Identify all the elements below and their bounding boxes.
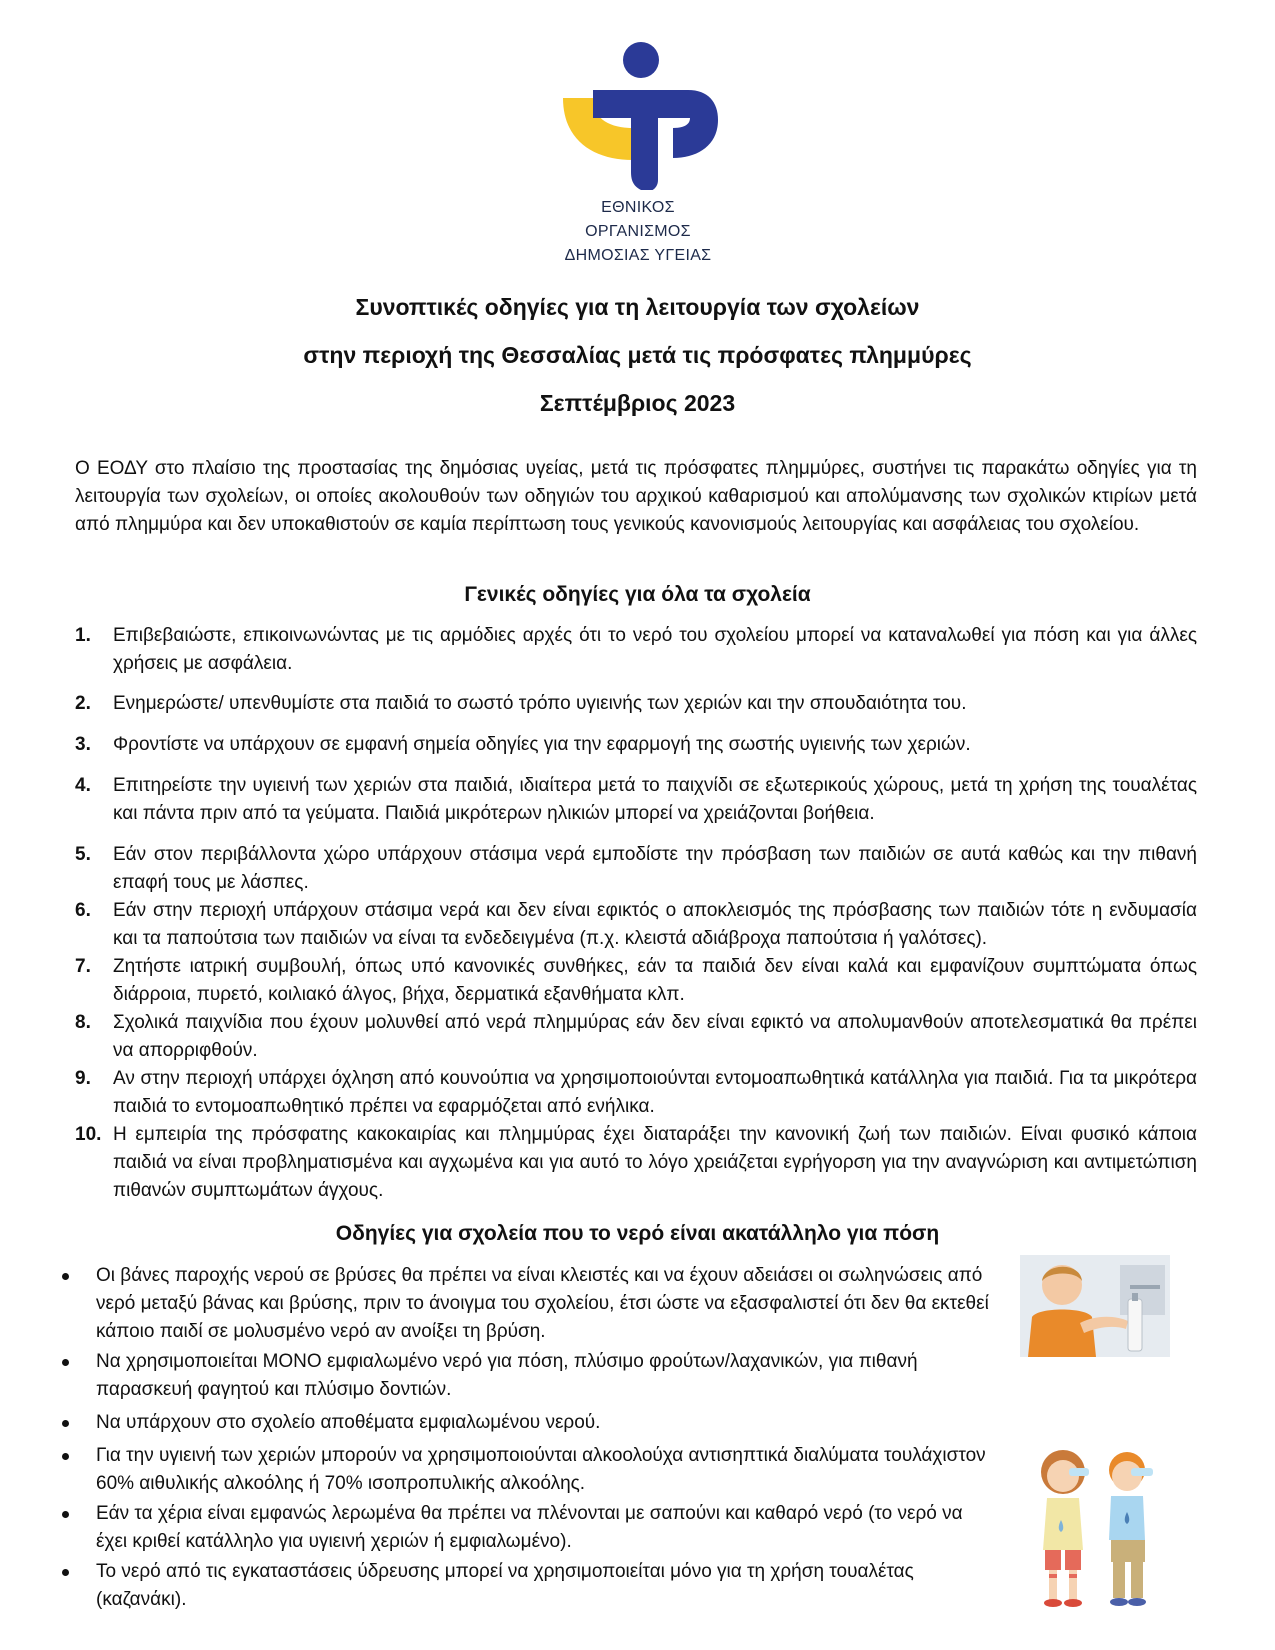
child-handwashing-image xyxy=(1020,1255,1170,1357)
document-title xyxy=(0,283,1275,427)
item-number: 10. xyxy=(75,1124,102,1145)
item-number: 9. xyxy=(75,1068,91,1089)
list-item xyxy=(75,1065,1197,1121)
bullet-icon xyxy=(62,1273,69,1280)
item-number: 1. xyxy=(75,625,91,646)
list-item xyxy=(75,731,1197,759)
unsafe-water-guidelines-list xyxy=(60,1262,990,1614)
list-item xyxy=(75,1121,1197,1205)
item-number: 6. xyxy=(75,900,91,921)
bullet-icon xyxy=(62,1359,69,1366)
item-text: Σχολικά παιχνίδια που έχουν μολυνθεί από νερά πλημμύρας εάν δεν είναι εφικτό να απολυμανθούν αποτελεσματικά θα πρέπει να απορριφθούν. xyxy=(113,1012,1197,1061)
eody-logo-mark-icon xyxy=(553,40,723,190)
title-line1: Συνοπτικές οδηγίες για τη λειτουργία των σχολείων xyxy=(355,294,920,320)
item-text: Να χρησιμοποιείται ΜΟΝΟ εμφιαλωμένο νερό για πόση, πλύσιμο φρούτων/λαχανικών, για πιθανή παρασκευή φαγητού και πλύσιμο δοντιών. xyxy=(96,1351,918,1400)
list-item xyxy=(60,1442,990,1498)
item-text: Φροντίστε να υπάρχουν σε εμφανή σημεία οδηγίες για την εφαρμογή της σωστής υγιεινής των χεριών. xyxy=(113,734,971,755)
list-item xyxy=(75,953,1197,1009)
item-number: 5. xyxy=(75,844,91,865)
item-number: 3. xyxy=(75,734,91,755)
item-text: Ζητήστε ιατρική συμβουλή, όπως υπό κανονικές συνθήκες, εάν τα παιδιά δεν είναι καλά και εμφανίζουν συμπτώματα όπως διάρροια, πυρετό, κοιλιακό άλγος, βήχα, δερματικά εξανθήματα κλπ. xyxy=(113,956,1197,1005)
general-guidelines-list xyxy=(75,622,1197,1205)
item-text: Η εμπειρία της πρόσφατης κακοκαιρίας και πλημμύρας έχει διαταράξει την κανονική ζωή των παιδιών. Είναι φυσικό κάποια παιδιά να είναι προβληματισμένα και αγχωμένα και για αυτό το λόγο χρειάζεται εγρήγορση για την αναγνώριση και αντιμετώπιση πιθανών συμπτωμάτων άγχους. xyxy=(113,1124,1197,1201)
list-item xyxy=(60,1558,990,1614)
list-item xyxy=(60,1500,990,1556)
list-item xyxy=(60,1262,990,1346)
list-item xyxy=(60,1409,990,1437)
list-item xyxy=(75,841,1197,897)
item-text: Αν στην περιοχή υπάρχει όχληση από κουνούπια να χρησιμοποιούνται εντομοαπωθητικά κατάλληλα για παιδιά. Για τα μικρότερα παιδιά το εντομοαπωθητικό πρέπει να εφαρμόζεται από ενήλικα. xyxy=(113,1068,1197,1117)
list-item xyxy=(75,690,1197,718)
item-number: 8. xyxy=(75,1012,91,1033)
item-text: Επιτηρείστε την υγιεινή των χεριών στα παιδιά, ιδιαίτερα μετά το παιχνίδι σε εξωτερικούς χώρους, μετά τη χρήση της τουαλέτας και πάντα πριν από τα γεύματα. Παιδιά μικρότερων ηλικιών μπορεί να χρειάζονται βοήθεια. xyxy=(113,775,1197,824)
bullet-icon xyxy=(62,1420,69,1427)
title-date: Σεπτέμβριος 2023 xyxy=(539,390,736,416)
list-item xyxy=(60,1348,990,1404)
item-text: Εάν τα χέρια είναι εμφανώς λερωμένα θα πρέπει να πλένονται με σαπούνι και καθαρό νερό (το νερό να έχει κριθεί κατάλληλο για υγιεινή χεριών ή εμφιαλωμένο). xyxy=(96,1503,963,1552)
list-item xyxy=(75,622,1197,678)
item-number: 7. xyxy=(75,956,91,977)
org-name-line2: ΔΗΜΟΣΙΑΣ ΥΓΕΙΑΣ xyxy=(564,247,712,264)
eody-logo xyxy=(548,40,728,268)
intro-paragraph: Ο ΕΟΔΥ στο πλαίσιο της προστασίας της δημόσιας υγείας, μετά τις πρόσφατες πλημμύρες, συστήνει τις παρακάτω οδηγίες για τη λειτουργία των σχολείων, οι οποίες ακολουθούν των οδηγιών του αρχικού καθαρισμού και απολύμανσης των σχολικών κτιρίων μετά από πλημμύρα και δεν υποκαθιστούν σε καμία περίπτωση τους γενικούς κανονισμούς λειτουργίας και ασφάλειας του σχολείου. xyxy=(75,458,1197,535)
org-name-line1: ΕΘΝΙΚΟΣ ΟΡΓΑΝΙΣΜΟΣ xyxy=(585,199,691,240)
item-text: Οι βάνες παροχής νερού σε βρύσες θα πρέπει να είναι κλειστές και να έχουν αδειάσει οι σωληνώσεις από νερό μεταξύ βάνας και βρύσης, πριν το άνοιγμα του σχολείου, έτσι ώστε να εξασφαλιστεί ότι δεν θα εκτεθεί κάποιο παιδί σε μολυσμένο νερό αν ανοίξει τη βρύση. xyxy=(96,1265,989,1342)
item-text: Εάν στον περιβάλλοντα χώρο υπάρχουν στάσιμα νερά εμποδίστε την πρόσβαση των παιδιών σε αυτά καθώς και την πιθανή επαφή τους με λάσπες. xyxy=(113,844,1197,893)
item-text: Να υπάρχουν στο σχολείο αποθέματα εμφιαλωμένου νερού. xyxy=(96,1412,601,1433)
list-item xyxy=(75,897,1197,953)
bullet-icon xyxy=(62,1569,69,1576)
item-number: 2. xyxy=(75,693,91,714)
item-text: Εάν στην περιοχή υπάρχουν στάσιμα νερά και δεν είναι εφικτός ο αποκλεισμός της πρόσβασης των παιδιών τότε η ενδυμασία και τα παπούτσια των παιδιών να είναι τα ενδεδειγμένα (π.χ. κλειστά αδιάβροχα παπούτσια ή γαλότσες). xyxy=(113,900,1197,949)
item-number: 4. xyxy=(75,775,91,796)
list-item xyxy=(75,772,1197,828)
kids-drinking-water-illustration xyxy=(1025,1440,1165,1610)
item-text: Ενημερώστε/ υπενθυμίστε στα παιδιά το σωστό τρόπο υγιεινής των χεριών και την σπουδαιότητα του. xyxy=(113,693,967,714)
section1-title: Γενικές οδηγίες για όλα τα σχολεία xyxy=(464,583,811,606)
item-text: Επιβεβαιώστε, επικοινωνώντας με τις αρμόδιες αρχές ότι το νερό του σχολείου μπορεί να καταναλωθεί για πόση και για άλλες χρήσεις με ασφάλεια. xyxy=(113,625,1197,674)
item-text: Για την υγιεινή των χεριών μπορούν να χρησιμοποιούνται αλκοολούχα αντισηπτικά διαλύματα τουλάχιστον 60% αιθυλικής αλκοόλης ή 70% ισοπροπυλικής αλκοόλης. xyxy=(96,1445,986,1494)
title-line2: στην περιοχή της Θεσσαλίας μετά τις πρόσφατες πλημμύρες xyxy=(303,342,972,368)
section2-title: Οδηγίες για σχολεία που το νερό είναι ακατάλληλο για πόση xyxy=(335,1222,940,1245)
item-text: Το νερό από τις εγκαταστάσεις ύδρευσης μπορεί να χρησιμοποιείται μόνο για τη χρήση τουαλέτας (καζανάκι). xyxy=(96,1561,914,1610)
bullet-icon xyxy=(62,1511,69,1518)
bullet-icon xyxy=(62,1453,69,1460)
list-item xyxy=(75,1009,1197,1065)
